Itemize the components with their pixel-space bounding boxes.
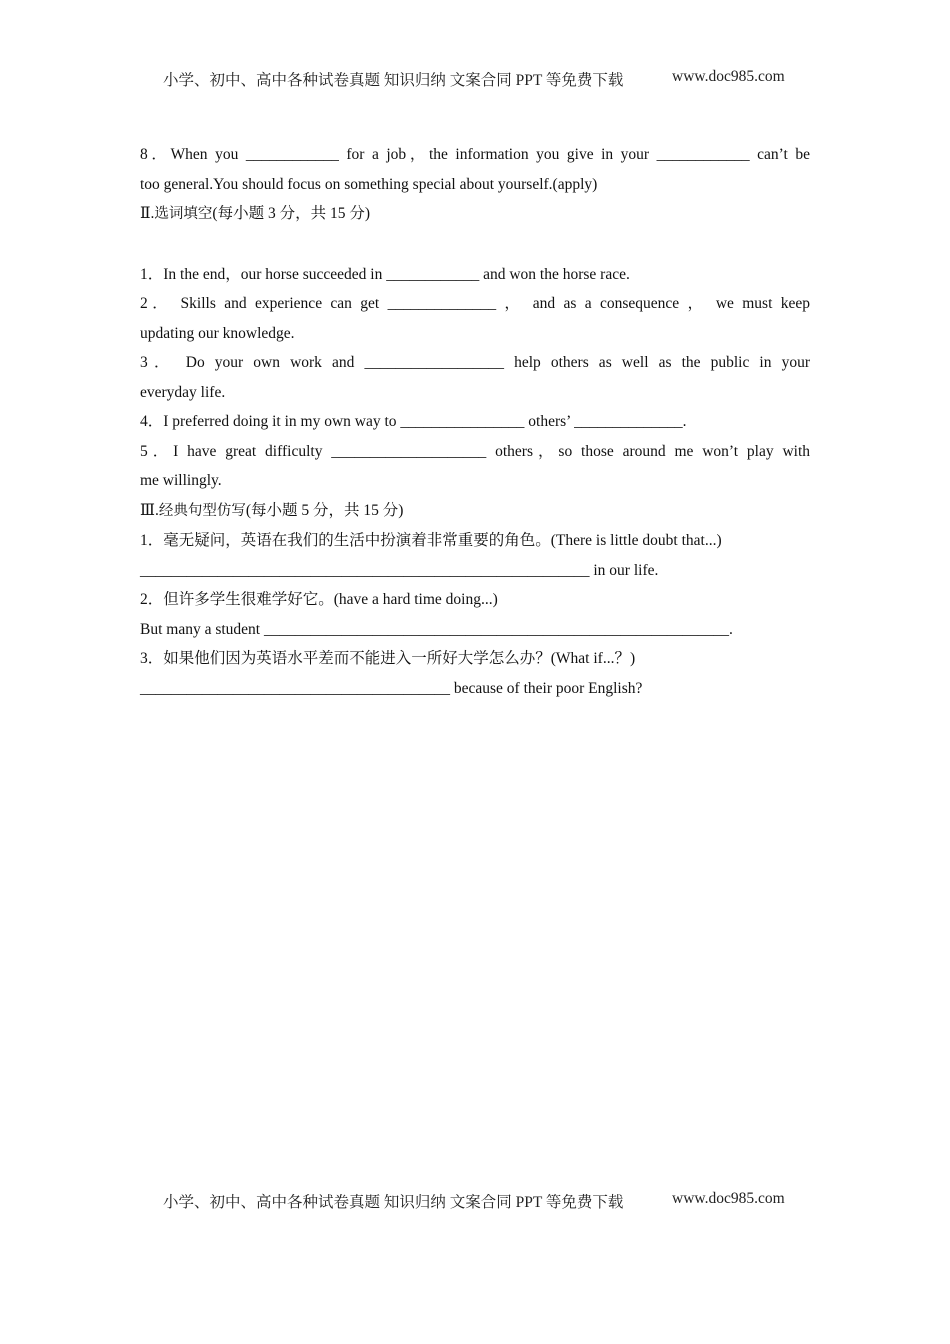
s3-item3-prompt: 3．如果他们因为英语水平差而不能进入一所好大学怎么办？(What if...？) xyxy=(140,650,636,667)
section2-prefix: Ⅱ. xyxy=(140,205,155,222)
s2-item3-line1: 3． Do your own work and __________________ help others as well as the public in your xyxy=(140,354,810,371)
section2-title: 选词填空 xyxy=(154,206,213,222)
document-body xyxy=(140,140,810,703)
s3-item3-answer: ________________________________________ because of their poor English? xyxy=(140,679,643,697)
s2-item5-line2: me willingly. xyxy=(140,472,222,489)
s2-item1: 1．In the end，our horse succeeded in ____________ and won the horse race. xyxy=(140,265,630,283)
s3-item1-answer: __________________________________________________________ in our life. xyxy=(140,561,659,579)
s2-item2-line1: 2． Skills and experience can get ______________ ， and as a consequence ， we must keep xyxy=(140,295,810,312)
section3-heading xyxy=(140,496,810,527)
footer-slogan: 小学、初中、高中各种试卷真题 知识归纳 文案合同 PPT 等免费下载 xyxy=(163,1194,624,1211)
section3-suffix: (每小题 5 分，共 15 分) xyxy=(245,501,404,519)
header-website-link[interactable]: www.doc985.com xyxy=(672,68,785,85)
footer-website-link[interactable]: www.doc985.com xyxy=(672,1190,785,1207)
s2-item4: 4．I preferred doing it in my own way to ________________ others’ ______________. xyxy=(140,413,687,430)
section2-suffix: (每小题 3 分，共 15 分) xyxy=(212,205,370,222)
s3-item2-prompt: 2．但许多学生很难学好它。(have a hard time doing...) xyxy=(140,591,498,608)
section3-prefix: Ⅲ. xyxy=(140,501,159,519)
spacer xyxy=(140,230,810,260)
s3-item2-answer: But many a student ____________________________________________________________. xyxy=(140,620,733,638)
q8-line2: too general.You should focus on something special about yourself.(apply) xyxy=(140,175,598,193)
s2-item5-line1: 5．I have great difficulty ____________________ others，so those around me won’t play with xyxy=(140,442,810,460)
s2-item3-line2: everyday life. xyxy=(140,383,226,401)
section2-heading xyxy=(140,199,810,230)
s3-item1-prompt: 1．毫无疑问，英语在我们的生活中扮演着非常重要的角色。(There is little doubt that...) xyxy=(140,532,722,549)
header-slogan: 小学、初中、高中各种试卷真题 知识归纳 文案合同 PPT 等免费下载 xyxy=(163,72,624,89)
q8-line1: 8．When you ____________ for a job，the information you give in your ____________ can’t be xyxy=(140,146,810,163)
s2-item2-line2: updating our knowledge. xyxy=(140,324,295,342)
section3-title: 经典句型仿写 xyxy=(158,502,246,519)
